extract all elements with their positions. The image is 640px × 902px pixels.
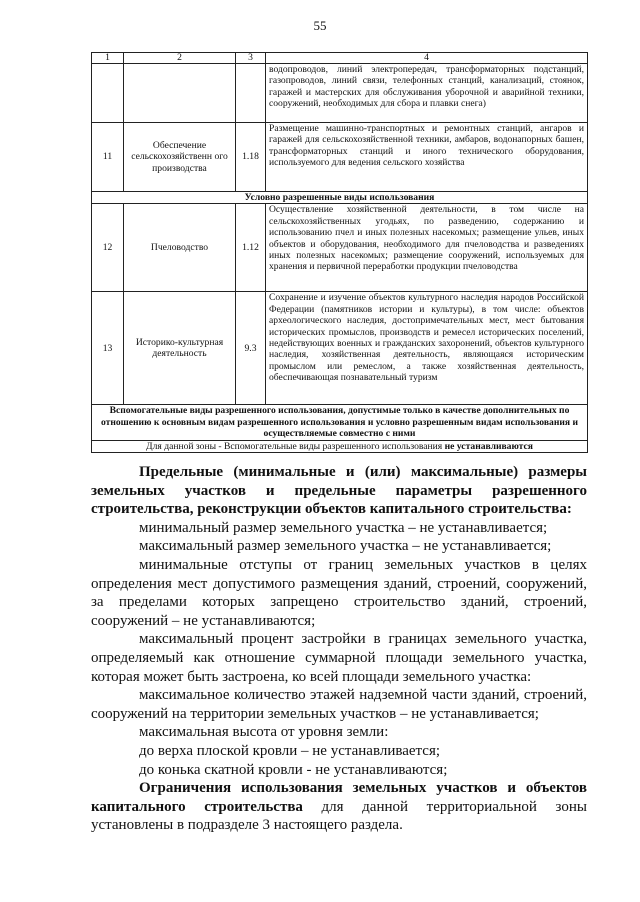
paragraph-flat-roof: до верха плоской кровли – не устанавливается; xyxy=(139,742,441,759)
restrictions-rest: для данной территориальной зоны установлены в подразделе 3 настоящего раздела. xyxy=(91,798,587,834)
table-header-row xyxy=(92,53,588,64)
section-row-auxiliary xyxy=(92,405,588,440)
paragraph-floors: максимальное количество этажей надземной части зданий, строений, сооружений на территории земельных участков – не устанавливается; xyxy=(91,687,587,722)
paragraph-setbacks: минимальные отступы от границ земельных участков в целях определения мест допустимого размещения зданий, строений, сооружений, за пределами которых запрещено строительство зданий, строений, сооружений – не устанавливаются; xyxy=(91,556,587,629)
cell-empty xyxy=(92,64,124,123)
land-use-table xyxy=(91,52,588,453)
paragraph-pitched-roof: до конька скатной кровли - не устанавливаются; xyxy=(139,761,448,778)
row-11-name: Обеспечение сельскохозяйственн ого производства xyxy=(124,123,236,192)
zone-note-bold: не устанавливаются xyxy=(444,440,533,452)
restrictions-bold: Ограничения использования земельных участков и объектов капитального строительства xyxy=(91,780,587,815)
row-continued-description: водопроводов, линий электропередач, трансформаторных подстанций, газопроводов, линий связи, телефонных станций, канализаций, стоянок, гаражей и мастерских для обслуживания уборочной и аварийной техники, сооружений, необходимых для сбора и плавки снега) xyxy=(266,64,588,123)
header-col-2: 2 xyxy=(124,53,236,64)
row-12-code: 1.12 xyxy=(236,204,266,292)
table-row-continued xyxy=(92,64,588,123)
paragraph-min-size: минимальный размер земельного участка – не устанавливается; xyxy=(139,519,548,536)
paragraph-max-height: максимальная высота от уровня земли: xyxy=(139,724,389,741)
section-auxiliary-title: Вспомогательные виды разрешенного использования, допустимые только в качестве дополнительных по отношению к основным видам разрешенного использования и условно разрешенным видам использования и осуществляемые совместно с ними xyxy=(92,405,588,440)
header-col-4: 4 xyxy=(266,53,588,64)
table-row-11 xyxy=(92,123,588,192)
cell-empty xyxy=(124,64,236,123)
row-12-number: 12 xyxy=(92,204,124,292)
zone-note xyxy=(92,440,588,452)
body-text xyxy=(91,463,587,835)
section-conditional-title: Условно разрешенные виды использования xyxy=(92,192,588,204)
zone-note-row xyxy=(92,440,588,452)
row-11-code: 1.18 xyxy=(236,123,266,192)
row-11-description: Размещение машинно-транспортных и ремонтных станций, ангаров и гаражей для сельскохозяйственной техники, амбаров, водонапорных башен, трансформаторных станций и иного технического оборудования, используемого для ведения сельского хозяйства xyxy=(266,123,588,192)
paragraph-max-size: максимальный размер земельного участка – не устанавливается; xyxy=(139,538,552,555)
row-12-description: Осуществление хозяйственной деятельности, в том числе на сельскохозяйственных угодьях, по разведению, содержанию и использованию пчел и иных полезных насекомых; размещение ульев, иных объектов и оборудования, необходимого для пчеловодства и разведениях иных полезных насекомых; размещение сооружений, используемых для хранения и первичной переработки продукции пчеловодства xyxy=(266,204,588,292)
row-13-code: 9.3 xyxy=(236,292,266,405)
section-row-conditional xyxy=(92,192,588,204)
paragraph-build-percent: максимальный процент застройки в границах земельного участка, определяемый как отношение суммарной площади земельного участка, которая может быть застроена, ко всей площади земельного участка: xyxy=(91,631,587,685)
cell-empty xyxy=(236,64,266,123)
row-12-name: Пчеловодство xyxy=(124,204,236,292)
table-row-13 xyxy=(92,292,588,405)
row-13-name: Историко-культурная деятельность xyxy=(124,292,236,405)
paragraph-restrictions xyxy=(91,779,587,835)
header-col-3: 3 xyxy=(236,53,266,64)
page-number: 55 xyxy=(313,18,327,33)
row-13-description: Сохранение и изучение объектов культурного наследия народов Российской Федерации (памятников истории и культуры), в том числе: объектов археологического наследия, достопримечательных мест, мест бытования исторических промыслов, производств и ремесел исторических поселений, недействующих военных и гражданских захоронений, объектов культурного наследия, хозяйственная деятельность, являющаяся историческим промыслом или ремеслом, а также хозяйственная деятельность, обеспечивающая познавательный туризм xyxy=(266,292,588,405)
parameters-heading: Предельные (минимальные и (или) максимальные) размеры земельных участков и предельные параметры разрешенного строительства, реконструкции объектов капитального строительства: xyxy=(91,464,587,518)
row-11-number: 11 xyxy=(92,123,124,192)
header-col-1: 1 xyxy=(92,53,124,64)
zone-note-prefix: Для данной зоны - Вспомогательные виды разрешенного использования xyxy=(146,440,445,452)
row-13-number: 13 xyxy=(92,292,124,405)
table-row-12 xyxy=(92,204,588,292)
